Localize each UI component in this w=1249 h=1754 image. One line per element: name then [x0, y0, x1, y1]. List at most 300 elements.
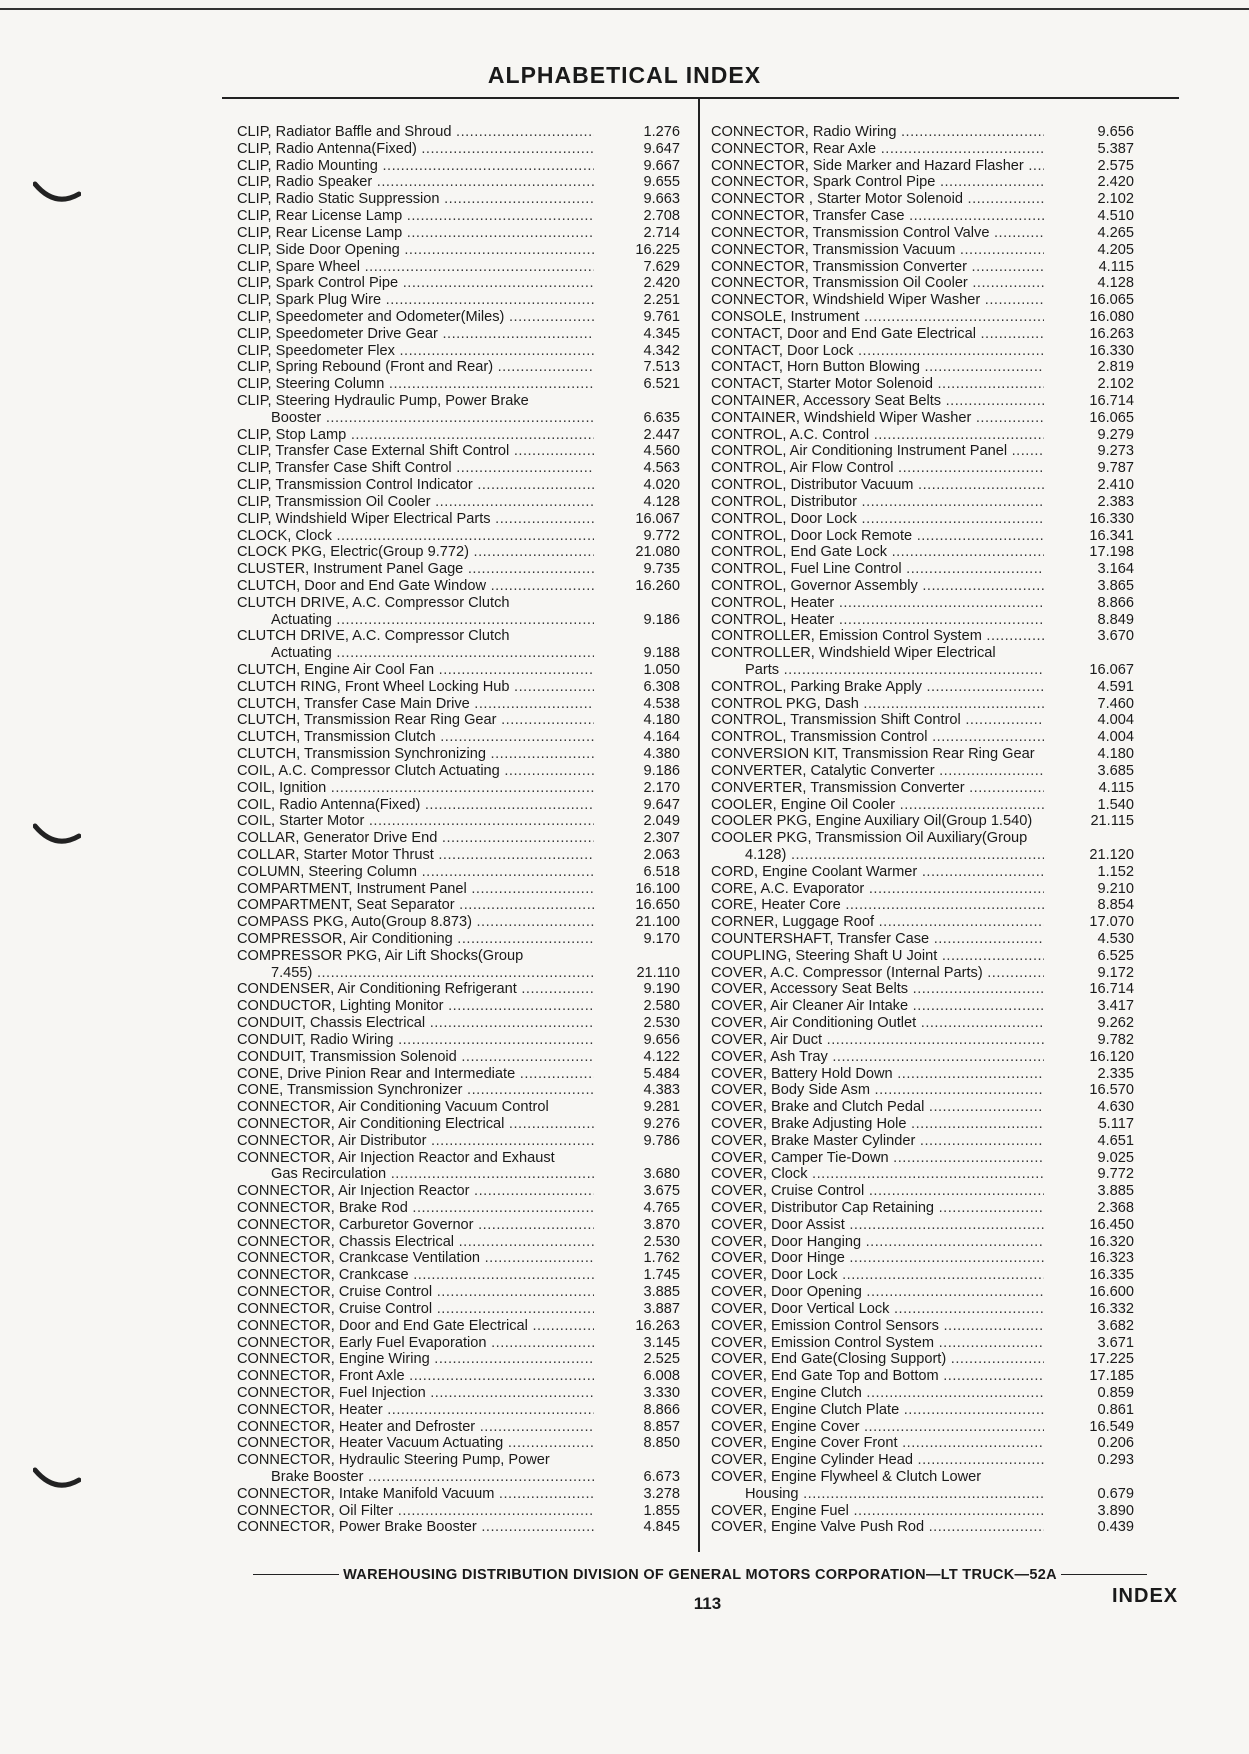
index-entry — [237, 242, 687, 259]
index-entry — [711, 1200, 1140, 1217]
index-entry — [237, 1217, 687, 1234]
index-entry — [711, 275, 1140, 292]
index-entry — [237, 1385, 687, 1402]
entry-label-text: COVER, Engine Fuel ..... — [711, 1503, 1044, 1520]
entry-page-ref: 4.380 — [643, 746, 680, 763]
entry-label — [237, 1318, 594, 1335]
entry-label — [237, 242, 594, 259]
index-entry — [237, 1318, 687, 1335]
entry-label — [237, 326, 594, 343]
entry-label-continuation: 4.128) ..... — [711, 847, 1044, 864]
entry-label — [711, 780, 1044, 797]
entry-label-text: CLUTCH, Transmission Synchronizing ..... — [237, 746, 594, 763]
footer-rule-left — [253, 1574, 339, 1575]
entry-label-text: COVER, A.C. Compressor (Internal Parts) ..... — [711, 965, 1044, 982]
entry-label-text: CONNECTOR, Cruise Control ..... — [237, 1301, 594, 1318]
entry-label-text: CONTROL, Air Conditioning Instrument Panel ..... — [711, 443, 1044, 460]
entry-label — [237, 595, 594, 629]
entry-label-text: COLUMN, Steering Column ..... — [237, 864, 594, 881]
index-entry — [237, 1435, 687, 1452]
index-entry — [711, 393, 1140, 410]
entry-label — [237, 225, 594, 242]
entry-page-ref: 6.308 — [643, 678, 680, 695]
entry-label-text: CONNECTOR, Heater Vacuum Actuating ..... — [237, 1435, 594, 1452]
index-entry — [237, 359, 687, 376]
entry-label-text: CONE, Transmission Synchronizer ..... — [237, 1082, 594, 1099]
index-entry — [711, 746, 1140, 763]
entry-label — [711, 259, 1044, 276]
entry-label — [237, 981, 594, 998]
entry-label-text: COVER, Air Cleaner Air Intake ..... — [711, 998, 1044, 1015]
index-entry — [237, 511, 687, 528]
entry-page-ref: 17.198 — [1089, 544, 1134, 561]
entry-label — [711, 225, 1044, 242]
entry-label — [237, 124, 594, 141]
entry-label-text: COVER, Engine Cylinder Head ..... — [711, 1452, 1044, 1469]
entry-label-text: CONNECTOR, Chassis Electrical ..... — [237, 1234, 594, 1251]
index-entry — [237, 998, 687, 1015]
entry-label — [711, 1284, 1044, 1301]
entry-label-text: COVER, Brake Master Cylinder ..... — [711, 1133, 1044, 1150]
index-entry — [711, 1099, 1140, 1116]
entry-label-text: COIL, Starter Motor ..... — [237, 813, 594, 830]
entry-label — [711, 376, 1044, 393]
entry-label-text: CLIP, Speedometer and Odometer(Miles) ..... — [237, 309, 594, 326]
index-entry — [711, 443, 1140, 460]
entry-page-ref: 8.849 — [1097, 611, 1134, 628]
entry-page-ref: 9.786 — [643, 1132, 680, 1149]
entry-label-text: CONNECTOR, Spark Control Pipe ..... — [711, 174, 1044, 191]
entry-label — [711, 158, 1044, 175]
index-entry — [237, 813, 687, 830]
entry-label-text: CONTROL, Distributor Vacuum ..... — [711, 477, 1044, 494]
entry-label — [711, 343, 1044, 360]
entry-label-continuation: Actuating ..... — [237, 612, 594, 629]
entry-label — [711, 998, 1044, 1015]
entry-label-continuation: Brake Booster ..... — [237, 1469, 594, 1486]
index-entry — [711, 1049, 1140, 1066]
entry-page-ref: 4.205 — [1097, 241, 1134, 258]
entry-label-text: CONNECTOR, Crankcase Ventilation ..... — [237, 1250, 594, 1267]
entry-page-ref: 3.887 — [643, 1300, 680, 1317]
entry-page-ref: 2.530 — [643, 1015, 680, 1032]
entry-label-text: COVER, Body Side Asm ..... — [711, 1082, 1044, 1099]
entry-label — [237, 830, 594, 847]
entry-label-text: CLIP, Speedometer Drive Gear ..... — [237, 326, 594, 343]
title-rule — [222, 97, 1179, 99]
entry-label — [237, 1435, 594, 1452]
index-entry — [237, 1284, 687, 1301]
entry-label — [237, 1116, 594, 1133]
index-entry — [237, 1351, 687, 1368]
index-entry — [711, 191, 1140, 208]
index-entry — [711, 326, 1140, 343]
entry-label — [237, 1082, 594, 1099]
index-entry — [711, 477, 1140, 494]
entry-label-text: COIL, A.C. Compressor Clutch Actuating ..... — [237, 763, 594, 780]
entry-page-ref: 9.276 — [643, 1115, 680, 1132]
column-divider — [698, 98, 700, 1552]
index-entry — [237, 729, 687, 746]
entry-page-ref: 5.117 — [1098, 1115, 1134, 1132]
entry-page-ref: 9.667 — [643, 157, 680, 174]
entry-page-ref: 8.854 — [1097, 897, 1134, 914]
entry-label — [711, 359, 1044, 376]
entry-label-text: CONDUIT, Chassis Electrical ..... — [237, 1015, 594, 1032]
entry-label — [711, 242, 1044, 259]
entry-label-text: CONSOLE, Instrument ..... — [711, 309, 1044, 326]
index-entry — [711, 1015, 1140, 1032]
entry-label — [711, 174, 1044, 191]
entry-page-ref: 9.210 — [1097, 880, 1134, 897]
entry-label — [711, 1301, 1044, 1318]
entry-label-text: COVER, Accessory Seat Belts ..... — [711, 981, 1044, 998]
entry-label-text: CONNECTOR, Heater ..... — [237, 1402, 594, 1419]
entry-label-text: COVER, Engine Valve Push Rod ..... — [711, 1519, 1044, 1536]
entry-label-text: CONNECTOR, Rear Axle ..... — [711, 141, 1044, 158]
entry-page-ref: 16.600 — [1089, 1284, 1134, 1301]
entry-label-text: COOLER, Engine Oil Cooler ..... — [711, 797, 1044, 814]
index-entry — [711, 696, 1140, 713]
entry-label-text: CONNECTOR, Power Brake Booster ..... — [237, 1519, 594, 1536]
entry-label — [711, 1452, 1044, 1469]
entry-label — [237, 1284, 594, 1301]
entry-label — [711, 1250, 1044, 1267]
entry-page-ref: 0.206 — [1097, 1435, 1134, 1452]
index-entry — [711, 561, 1140, 578]
entry-label — [237, 1150, 594, 1184]
entry-label-text: COIL, Radio Antenna(Fixed) ..... — [237, 797, 594, 814]
entry-page-ref: 9.186 — [643, 611, 680, 628]
entry-page-ref: 5.387 — [1097, 140, 1134, 157]
entry-page-ref: 9.262 — [1097, 1015, 1134, 1032]
entry-label-text: CONNECTOR, Transfer Case ..... — [711, 208, 1044, 225]
entry-label — [237, 712, 594, 729]
index-entry — [711, 376, 1140, 393]
index-entry — [711, 1133, 1140, 1150]
entry-page-ref: 2.063 — [643, 846, 680, 863]
entry-label-text: CONTROLLER, Emission Control System ..... — [711, 628, 1044, 645]
index-column-left — [237, 124, 687, 1536]
index-entry — [237, 427, 687, 444]
entry-label — [237, 1032, 594, 1049]
entry-page-ref: 2.530 — [643, 1233, 680, 1250]
index-entry — [711, 124, 1140, 141]
entry-label-text: CONDUCTOR, Lighting Monitor ..... — [237, 998, 594, 1015]
index-entry — [237, 763, 687, 780]
entry-label-text: CLUSTER, Instrument Panel Gage ..... — [237, 561, 594, 578]
index-entry — [237, 1368, 687, 1385]
entry-label — [711, 965, 1044, 982]
entry-page-ref: 16.080 — [1089, 308, 1134, 325]
entry-label-text: CLUTCH RING, Front Wheel Locking Hub ..... — [237, 679, 594, 696]
index-entry — [711, 881, 1140, 898]
index-entry — [711, 1032, 1140, 1049]
index-entry — [237, 158, 687, 175]
entry-label-text: CONNECTOR, Side Marker and Hazard Flasher ..... — [711, 158, 1044, 175]
page-number: 113 — [693, 1594, 722, 1613]
entry-label — [711, 124, 1044, 141]
index-column-right — [711, 124, 1140, 1536]
index-entry — [711, 813, 1140, 830]
entry-label-text: CONTAINER, Accessory Seat Belts ..... — [711, 393, 1044, 410]
entry-page-ref: 6.673 — [643, 1469, 680, 1485]
entry-page-ref: 5.484 — [643, 1065, 680, 1082]
entry-page-ref: 17.225 — [1089, 1351, 1134, 1368]
entry-label-text: CONNECTOR, Transmission Control Valve ..... — [711, 225, 1044, 242]
entry-label — [237, 1519, 594, 1536]
entry-label-text: CLIP, Steering Hydraulic Pump, Power Brake — [237, 393, 529, 409]
entry-label-text: CLIP, Radio Static Suppression ..... — [237, 191, 594, 208]
entry-page-ref: 2.410 — [1097, 477, 1134, 494]
entry-label-text: COVER, Distributor Cap Retaining ..... — [711, 1200, 1044, 1217]
index-entry — [237, 326, 687, 343]
index-entry — [711, 208, 1140, 225]
entry-label — [711, 696, 1044, 713]
entry-label-continuation: Parts ..... — [711, 662, 1044, 679]
index-entry — [711, 729, 1140, 746]
index-entry — [237, 1066, 687, 1083]
entry-page-ref: 4.591 — [1097, 678, 1134, 695]
index-entry — [237, 1519, 687, 1536]
entry-label — [711, 1385, 1044, 1402]
entry-page-ref: 3.885 — [1097, 1183, 1134, 1200]
entry-label — [237, 679, 594, 696]
index-entry — [237, 914, 687, 931]
entry-label-text: COVER, Engine Clutch ..... — [711, 1385, 1044, 1402]
entry-label — [711, 1099, 1044, 1116]
entry-label-text: CORD, Engine Coolant Warmer ..... — [711, 864, 1044, 881]
entry-label-text: COVER, Battery Hold Down ..... — [711, 1066, 1044, 1083]
index-entry — [711, 225, 1140, 242]
entry-page-ref: 4.538 — [643, 695, 680, 712]
index-entry — [237, 259, 687, 276]
entry-label — [711, 1015, 1044, 1032]
entry-label — [711, 1166, 1044, 1183]
entry-page-ref: 3.330 — [643, 1384, 680, 1401]
entry-label — [237, 696, 594, 713]
entry-label-text: CORE, A.C. Evaporator ..... — [711, 881, 1044, 898]
entry-label — [711, 1419, 1044, 1436]
entry-page-ref: 0.861 — [1097, 1401, 1134, 1418]
entry-label-text: CLUTCH, Transmission Rear Ring Gear ..... — [237, 712, 594, 729]
entry-label — [237, 998, 594, 1015]
entry-label — [237, 763, 594, 780]
entry-label-text: COVER, End Gate(Closing Support) ..... — [711, 1351, 1044, 1368]
index-entry — [237, 343, 687, 360]
entry-label — [711, 830, 1044, 864]
index-entry — [237, 309, 687, 326]
entry-page-ref: 0.859 — [1097, 1384, 1134, 1401]
entry-label — [237, 275, 594, 292]
index-entry — [711, 948, 1140, 965]
entry-page-ref: 2.708 — [643, 208, 680, 225]
entry-label-text: CONNECTOR, Early Fuel Evaporation ..... — [237, 1335, 594, 1352]
entry-label-text: COVER, Door Opening ..... — [711, 1284, 1044, 1301]
entry-page-ref: 16.714 — [1089, 981, 1134, 998]
entry-page-ref: 16.225 — [635, 241, 680, 258]
index-entry — [237, 191, 687, 208]
entry-label-text: COVER, Door Hanging ..... — [711, 1234, 1044, 1251]
entry-label-text: CLOCK, Clock ..... — [237, 528, 594, 545]
entry-page-ref: 6.518 — [643, 863, 680, 880]
entry-label — [711, 813, 1044, 830]
entry-page-ref: 4.510 — [1097, 208, 1134, 225]
entry-label — [237, 561, 594, 578]
entry-page-ref: 16.067 — [635, 510, 680, 527]
entry-page-ref: 2.251 — [643, 292, 680, 309]
entry-label — [237, 427, 594, 444]
entry-page-ref: 9.761 — [643, 308, 680, 325]
entry-label — [237, 1099, 594, 1116]
entry-label-text: CONTROL, Transmission Control ..... — [711, 729, 1044, 746]
entry-label-text: CONTROLLER, Windshield Wiper Electrical — [711, 645, 996, 662]
index-entry — [711, 1368, 1140, 1385]
entry-label — [237, 1234, 594, 1251]
entry-page-ref: 7.460 — [1097, 695, 1134, 712]
entry-label-text: CONNECTOR, Intake Manifold Vacuum ..... — [237, 1486, 594, 1503]
entry-page-ref: 16.714 — [1089, 393, 1134, 409]
entry-label-text: CONVERSION KIT, Transmission Rear Ring Gear — [711, 746, 1035, 763]
entry-page-ref: 6.521 — [643, 376, 680, 393]
entry-label — [711, 1066, 1044, 1083]
index-entry — [237, 696, 687, 713]
entry-page-ref: 9.025 — [1097, 1149, 1134, 1166]
entry-label — [237, 1301, 594, 1318]
entry-page-ref: 1.050 — [643, 662, 680, 678]
entry-page-ref: 0.679 — [1097, 1485, 1134, 1502]
index-entry — [711, 1335, 1140, 1352]
entry-page-ref: 9.647 — [643, 796, 680, 813]
entry-label-text: CLIP, Steering Column ..... — [237, 376, 594, 393]
entry-label — [711, 578, 1044, 595]
entry-page-ref: 3.145 — [643, 1334, 680, 1351]
entry-label — [711, 595, 1044, 612]
index-entry — [711, 1217, 1140, 1234]
index-entry — [711, 158, 1140, 175]
index-entry — [711, 1082, 1140, 1099]
entry-label-text: COUPLING, Steering Shaft U Joint ..... — [711, 948, 1044, 965]
entry-label-text: CLIP, Side Door Opening ..... — [237, 242, 594, 259]
entry-label-text: CONNECTOR, Transmission Converter ..... — [711, 259, 1044, 276]
entry-page-ref: 21.110 — [636, 964, 680, 981]
index-entry — [237, 746, 687, 763]
entry-page-ref: 16.065 — [1089, 409, 1134, 426]
entry-label — [711, 797, 1044, 814]
entry-label — [237, 897, 594, 914]
entry-label — [711, 1435, 1044, 1452]
entry-label-text: CONTROL, Transmission Shift Control ..... — [711, 712, 1044, 729]
entry-label-continuation: Housing ..... — [711, 1486, 1044, 1503]
entry-label-text: COMPARTMENT, Seat Separator ..... — [237, 897, 594, 914]
entry-label-text: COVER, Brake and Clutch Pedal ..... — [711, 1099, 1044, 1116]
index-entry — [237, 376, 687, 393]
index-entry — [711, 780, 1140, 797]
entry-label — [711, 141, 1044, 158]
entry-label — [711, 208, 1044, 225]
entry-label-text: CLIP, Transmission Control Indicator ..... — [237, 477, 594, 494]
entry-label-continuation: 7.455) ..... — [237, 965, 594, 982]
entry-page-ref: 8.850 — [643, 1435, 680, 1452]
entry-page-ref: 2.447 — [643, 426, 680, 443]
entry-label-text: COVER, Engine Clutch Plate ..... — [711, 1402, 1044, 1419]
entry-label-text: CLUTCH, Transmission Clutch ..... — [237, 729, 594, 746]
index-entry — [711, 494, 1140, 511]
entry-label — [237, 393, 594, 427]
entry-label-text: COVER, Emission Control Sensors ..... — [711, 1318, 1044, 1335]
entry-label — [711, 746, 1044, 763]
entry-label — [711, 1150, 1044, 1167]
entry-page-ref: 3.675 — [643, 1183, 680, 1200]
entry-label — [237, 158, 594, 175]
entry-label-text: CONNECTOR, Air Injection Reactor ..... — [237, 1183, 594, 1200]
entry-page-ref: 2.102 — [1097, 376, 1134, 393]
entry-page-ref: 7.513 — [643, 359, 680, 376]
entry-label — [237, 141, 594, 158]
entry-page-ref: 3.278 — [643, 1485, 680, 1502]
entry-label-text: CLIP, Transfer Case External Shift Control ..... — [237, 443, 594, 460]
entry-label — [237, 1335, 594, 1352]
entry-label-text: COVER, Door Assist ..... — [711, 1217, 1044, 1234]
entry-page-ref: 21.100 — [635, 914, 680, 931]
index-entry — [711, 965, 1140, 982]
entry-label-text: CONTACT, Door and End Gate Electrical ..... — [711, 326, 1044, 343]
entry-page-ref: 3.865 — [1097, 577, 1134, 594]
index-entry — [711, 1385, 1140, 1402]
entry-label-text: CLIP, Radiator Baffle and Shroud ..... — [237, 124, 594, 141]
index-entry — [711, 981, 1140, 998]
entry-label-text: CONTROL, End Gate Lock ..... — [711, 544, 1044, 561]
index-entry — [711, 1116, 1140, 1133]
entry-label — [711, 275, 1044, 292]
entry-page-ref: 2.819 — [1097, 359, 1134, 376]
entry-label-text: CONTACT, Door Lock ..... — [711, 343, 1044, 360]
entry-page-ref: 4.115 — [1098, 779, 1134, 796]
entry-label — [711, 712, 1044, 729]
entry-label — [237, 191, 594, 208]
entry-label — [711, 460, 1044, 477]
entry-label-text: COOLER PKG, Engine Auxiliary Oil(Group 1.540) — [711, 813, 1033, 830]
entry-page-ref: 16.320 — [1089, 1233, 1134, 1250]
entry-page-ref: 17.070 — [1089, 914, 1134, 931]
entry-label-text: COVER, Brake Adjusting Hole ..... — [711, 1116, 1044, 1133]
entry-label-text: CONNECTOR, Heater and Defroster ..... — [237, 1419, 594, 1436]
entry-label-text: CLUTCH DRIVE, A.C. Compressor Clutch — [237, 594, 510, 611]
index-entry — [237, 1234, 687, 1251]
entry-page-ref: 4.560 — [643, 443, 680, 460]
entry-label — [711, 763, 1044, 780]
index-entry — [711, 763, 1140, 780]
entry-label-text: CONTROL, A.C. Control ..... — [711, 427, 1044, 444]
index-entry — [711, 679, 1140, 696]
index-entry — [711, 410, 1140, 427]
entry-page-ref: 8.866 — [643, 1401, 680, 1418]
index-entry — [711, 141, 1140, 158]
entry-label-text: CONE, Drive Pinion Rear and Intermediate ..... — [237, 1066, 594, 1083]
index-entry — [237, 662, 687, 679]
entry-page-ref: 16.260 — [635, 577, 680, 594]
entry-page-ref: 4.530 — [1097, 931, 1134, 947]
entry-label — [237, 1250, 594, 1267]
entry-label — [237, 797, 594, 814]
entry-label-text: CONVERTER, Catalytic Converter ..... — [711, 763, 1044, 780]
index-entry — [711, 1166, 1140, 1183]
index-entry — [711, 1250, 1140, 1267]
index-entry — [237, 1133, 687, 1150]
entry-label — [711, 1234, 1044, 1251]
index-entry — [237, 1049, 687, 1066]
entry-page-ref: 16.263 — [1089, 325, 1134, 342]
